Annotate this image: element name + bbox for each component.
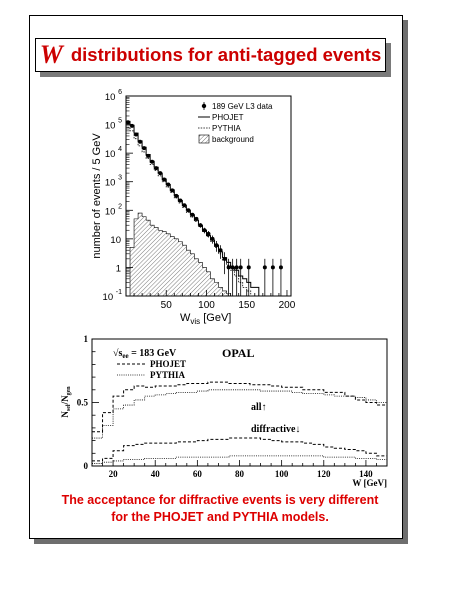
caption-line-1: The acceptance for diffractive events is very different [61, 493, 379, 507]
bottom-x-tick-label: 100 [274, 469, 289, 479]
legend-data-label: 189 GeV L3 data [212, 102, 273, 111]
top-x-tick-label: 50 [160, 300, 172, 311]
top-y-tick-label: 10 $^4$ [104, 146, 122, 161]
phojet-all-curve [92, 382, 387, 432]
bottom-x-axis-label: W [GeV] [352, 478, 387, 488]
bottom-ylabel-sub2: gen [66, 386, 72, 396]
label-all: all↑ [251, 402, 267, 413]
top-x-tick-label: 200 [278, 300, 296, 311]
energy-sqrt: √s [113, 348, 123, 359]
caption-line-2: for the PHOJET and PYTHIA models. [111, 510, 329, 524]
bottom-x-tick-label: 40 [150, 469, 160, 479]
top-y-tick-label: 1 [115, 263, 121, 275]
caption [40, 492, 400, 526]
top-xlabel-unit: [GeV] [200, 312, 232, 324]
bottom-y-tick-label: 0 [83, 461, 88, 471]
bottom-y-tick-label: 0.5 [76, 397, 88, 408]
svg-text:Nsel/Ngen [60, 386, 72, 418]
bottom-legend-phojet-label: PHOJET [150, 359, 187, 369]
top-x-tick-label: 150 [238, 300, 256, 311]
bottom-ylabel-slash: /N [60, 395, 70, 405]
top-y-tick-label: 10 $^6$ [104, 89, 122, 103]
bottom-legend-pythia-label: PYTHIA [150, 370, 186, 380]
legend-pythia-label: PYTHIA [212, 124, 241, 133]
bottom-x-tick-label: 140 [359, 469, 373, 479]
top-y-axis-label: number of events / 5 GeV [91, 133, 103, 259]
top-xlabel-main: W [180, 312, 191, 324]
bottom-ylabel-sub1: sel [66, 404, 72, 412]
legend-phojet-label: PHOJET [212, 113, 244, 122]
bottom-x-tick-label: 120 [317, 469, 331, 479]
top-x-tick-label: 100 [198, 300, 215, 311]
top-xlabel-sub: vis [190, 317, 201, 326]
bottom-y-tick-label: 1 [83, 334, 88, 344]
top-y-tick-label: 10 $^5$ [104, 117, 122, 132]
top-y-tick-label: 10 $^{-1}$ [102, 289, 122, 303]
legend-background-label: background [212, 135, 254, 144]
page-title: distributions for anti-tagged events [70, 44, 382, 65]
bottom-ylabel-main: N [60, 411, 70, 418]
energy-sub: ee [122, 352, 129, 360]
top-y-tick-label: 10 [110, 234, 121, 246]
bottom-x-tick-label: 60 [192, 469, 202, 479]
pythia-all-curve [92, 390, 387, 438]
bottom-y-axis-label [60, 386, 72, 418]
bottom-x-tick-label: 20 [108, 469, 118, 479]
bottom-x-tick-label: 80 [235, 469, 244, 479]
energy-value: = 183 GeV [128, 348, 177, 359]
title-letter: W [39, 40, 63, 69]
experiment-label: OPAL [222, 346, 255, 360]
label-diffractive: diffractive↓ [251, 424, 301, 435]
top-y-tick-label: 10 $^3$ [104, 174, 122, 189]
top-y-tick-label: 10 $^2$ [104, 203, 122, 218]
